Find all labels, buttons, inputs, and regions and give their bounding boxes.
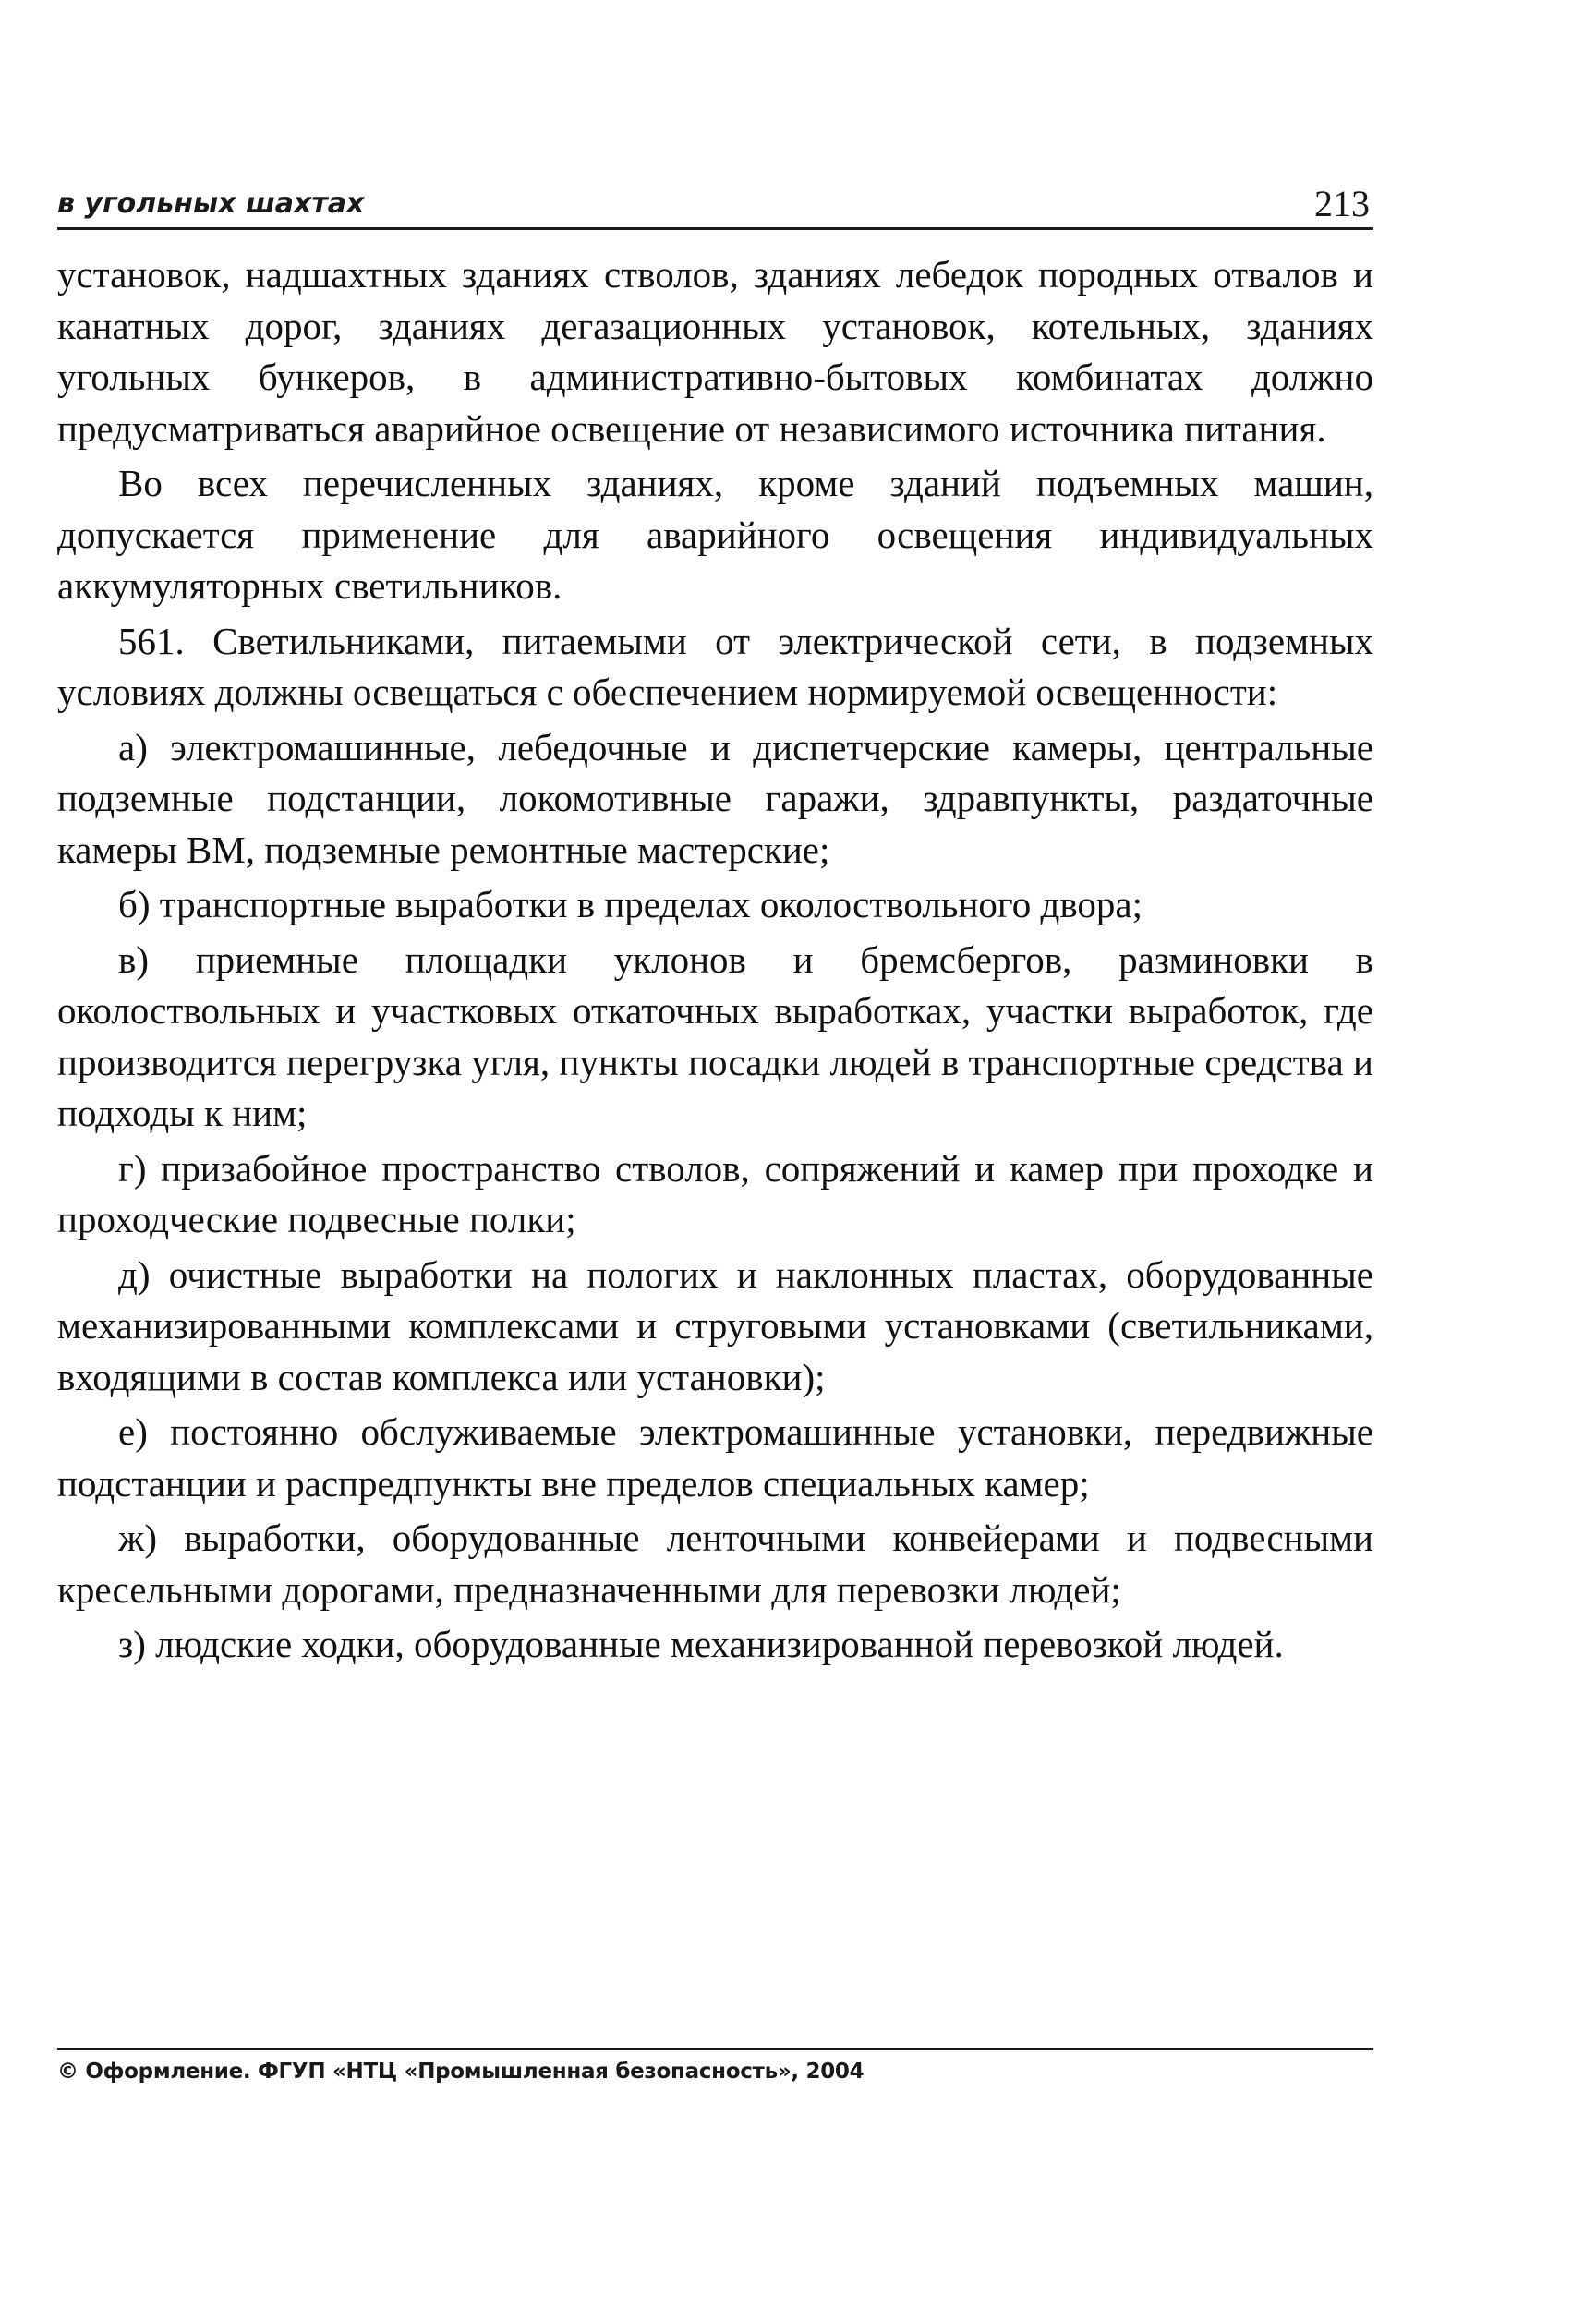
list-item-b: б) транспортные выработки в пределах околоствольного двора;	[118, 883, 1143, 925]
paragraph: Во всех перечисленных зданиях, кроме зданий подъемных машин, допускается применение для аварийного освещения индивидуальных аккумуляторных светильников.	[57, 462, 1373, 607]
page-footer	[57, 2048, 1373, 2084]
body-text	[57, 249, 1373, 1674]
list-item-zh: ж) выработки, оборудованные ленточными конвейерами и подвесными кресельными дорогами, предназначенными для перевозки людей;	[57, 1517, 1373, 1611]
paragraph: установок, надшахтных зданиях стволов, зданиях лебедок породных отвалов и канатных дорог, зданиях дегазационных установок, котельных, зданиях угольных бункеров, в административно-бытовых комбинатах должно предусматриваться аварийное освещение от независимого источника питания.	[57, 253, 1373, 450]
list-item-g: г) призабойное пространство стволов, сопряжений и камер при проходке и проходческие подвесные полки;	[57, 1146, 1373, 1240]
list-item-v: в) приемные площадки уклонов и бремсбергов, разминовки в околоствольных и участковых откаточных выработках, участки выработок, где производится перегрузка угля, пункты посадки людей в транспортные средства и подходы к ним;	[57, 937, 1373, 1134]
copyright-notice: © Оформление. ФГУП «НТЦ «Промышленная безопасность», 2004	[57, 2060, 864, 2084]
list-item-a: а) электромашинные, лебедочные и диспетчерские камеры, центральные подземные подстанции, локомотивные гаражи, здравпункты, раздаточные камеры ВМ, подземные ремонтные мастерские;	[57, 725, 1373, 871]
list-item-z: з) людские ходки, оборудованные механизированной перевозкой людей.	[118, 1623, 1284, 1665]
page-number: 213	[1314, 183, 1370, 224]
list-item-d: д) очистные выработки на пологих и наклонных пластах, оборудованные механизированными комплексами и струговыми установками (светильниками, входящими в состав комплекса или установки);	[57, 1252, 1373, 1398]
running-head: в угольных шахтах	[57, 187, 365, 220]
paragraph-item-561: 561. Светильниками, питаемыми от электрической сети, в подземных условиях должны освещаться с обеспечением нормируемой освещенности:	[57, 619, 1373, 713]
page-header	[57, 181, 1373, 230]
list-item-e: е) постоянно обслуживаемые электромашинные установки, передвижные подстанции и распредпункты вне пределов специальных камер;	[57, 1410, 1373, 1505]
